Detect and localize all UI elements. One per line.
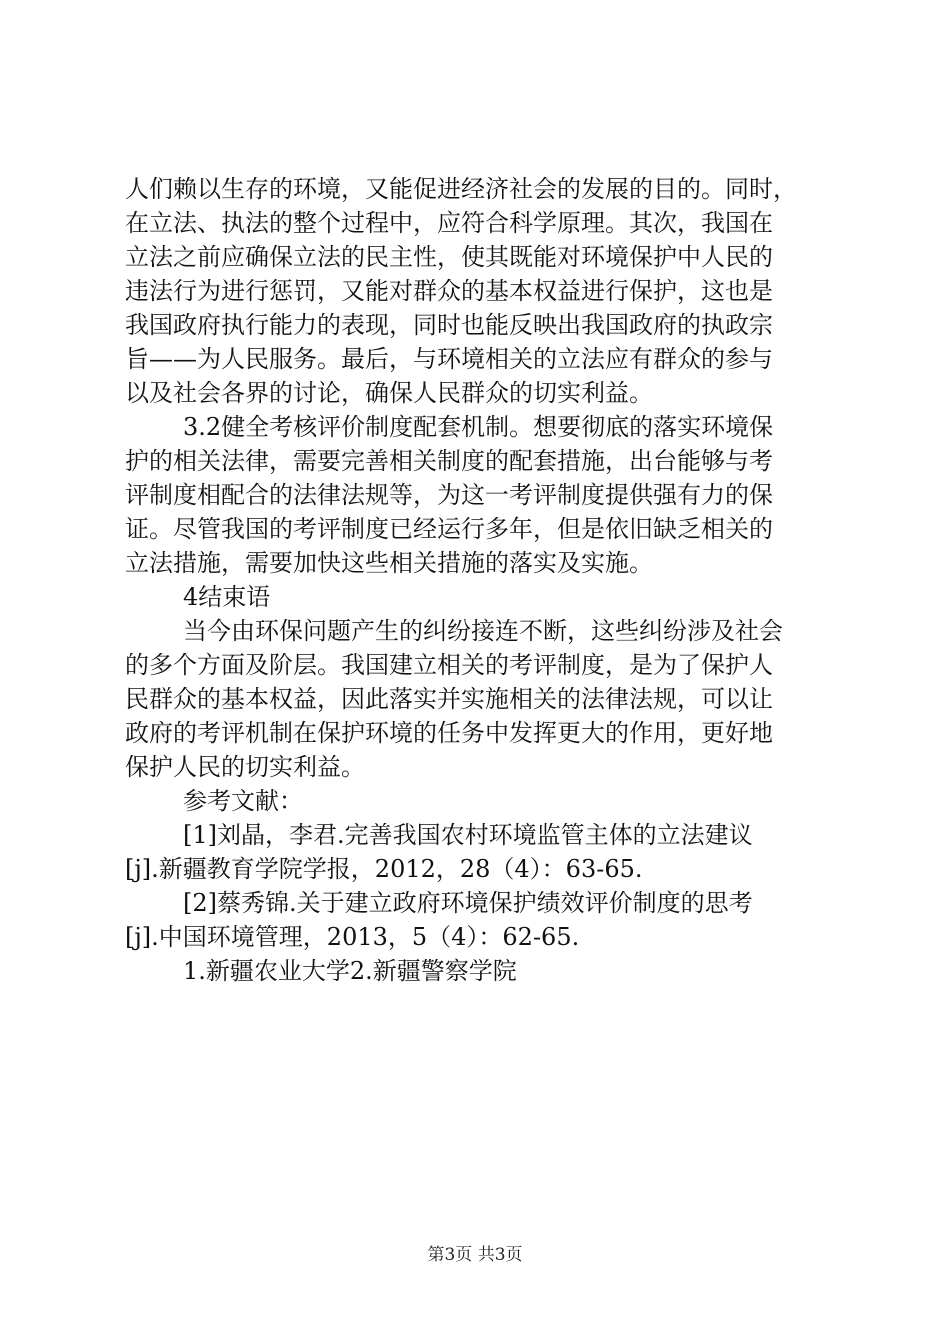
reference-1-line-1: [1]刘晶，李君.完善我国农村环境监管主体的立法建议: [183, 821, 753, 849]
body-line-6: 旨——为人民服务。最后，与环境相关的立法应有群众的参与: [125, 345, 773, 373]
reference-2-line-1: [2]蔡秀锦.关于建立政府环境保护绩效评价制度的思考: [183, 889, 753, 917]
body-line-12: 立法措施，需要加快这些相关措施的落实及实施。: [125, 549, 653, 577]
body-line-7: 以及社会各界的讨论，确保人民群众的切实利益。: [125, 379, 653, 407]
author-affiliations: 1.新疆农业大学2.新疆警察学院: [183, 957, 517, 985]
section-heading-conclusion: 4结束语: [183, 583, 271, 611]
conclusion-paragraph-start: 当今由环保问题产生的纠纷接连不断，这些纠纷涉及社会: [183, 617, 783, 645]
body-line-1: 人们赖以生存的环境，又能促进经济社会的发展的目的。同时，: [125, 175, 797, 203]
body-line-5: 我国政府执行能力的表现，同时也能反映出我国政府的执政宗: [125, 311, 773, 339]
body-line-10: 评制度相配合的法律法规等，为这一考评制度提供强有力的保: [125, 481, 773, 509]
reference-2-line-2: [j].中国环境管理，2013，5（4）：62-65.: [125, 923, 580, 951]
body-line-3: 立法之前应确保立法的民主性，使其既能对环境保护中人民的: [125, 243, 773, 271]
reference-1-line-2: [j].新疆教育学院学报，2012，28（4）：63-65.: [125, 855, 643, 883]
body-line-18: 保护人民的切实利益。: [125, 753, 365, 781]
page-number-footer: 第3页 共3页: [427, 1245, 523, 1265]
body-line-17: 政府的考评机制在保护环境的任务中发挥更大的作用，更好地: [125, 719, 773, 747]
body-line-9: 护的相关法律，需要完善相关制度的配套措施，出台能够与考: [125, 447, 773, 475]
body-line-2: 在立法、执法的整个过程中，应符合科学原理。其次，我国在: [125, 209, 773, 237]
body-line-4: 违法行为进行惩罚，又能对群众的基本权益进行保护，这也是: [125, 277, 773, 305]
body-line-15: 的多个方面及阶层。我国建立相关的考评制度，是为了保护人: [125, 651, 773, 679]
section-3-2-paragraph-start: 3.2健全考核评价制度配套机制。想要彻底的落实环境保: [183, 413, 774, 441]
document-body: [125, 172, 837, 988]
body-line-11: 证。尽管我国的考评制度已经运行多年，但是依旧缺乏相关的: [125, 515, 773, 543]
references-heading: 参考文献：: [183, 787, 303, 815]
body-line-16: 民群众的基本权益，因此落实并实施相关的法律法规，可以让: [125, 685, 773, 713]
